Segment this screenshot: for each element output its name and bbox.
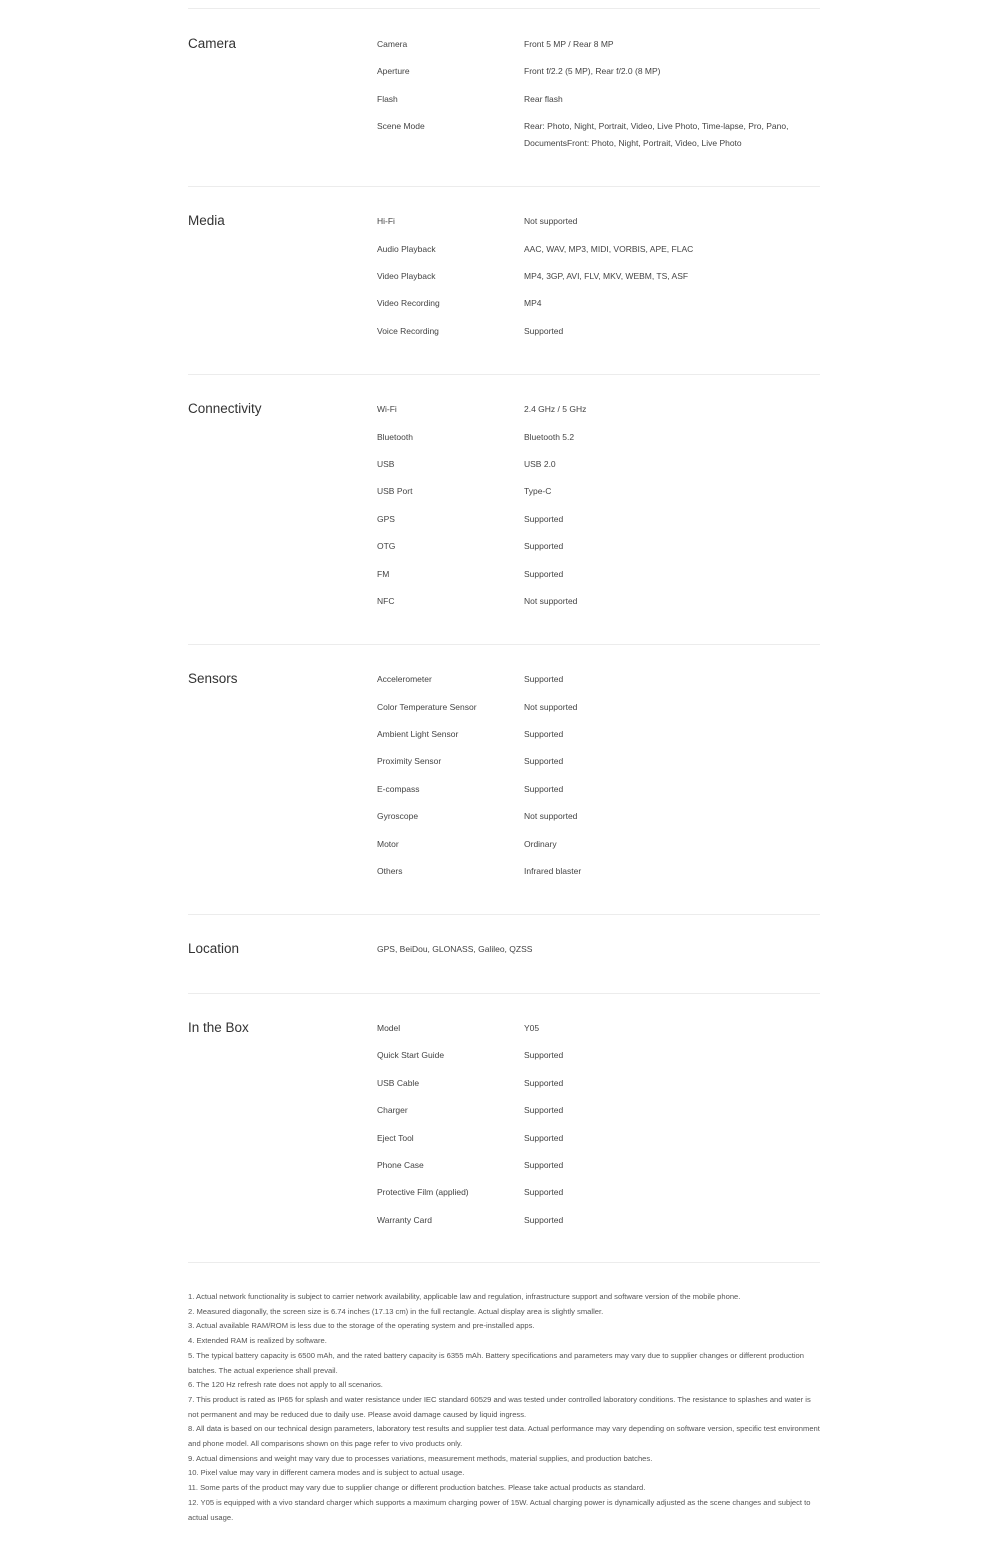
section-media: [188, 187, 820, 375]
spec-label: Eject Tool: [377, 1133, 414, 1143]
spec-value: Supported: [524, 514, 564, 524]
spec-label: Color Temperature Sensor: [377, 702, 477, 712]
spec-label: Gyroscope: [377, 811, 419, 821]
spec-value: MP4, 3GP, AVI, FLV, MKV, WEBM, TS, ASF: [524, 271, 689, 281]
section-camera: [188, 9, 820, 187]
section-in-the-box: [188, 994, 820, 1263]
spec-label: Protective Film (applied): [377, 1187, 469, 1197]
spec-label: OTG: [377, 541, 396, 551]
spec-value: Supported: [524, 1187, 564, 1197]
section-title: Camera: [188, 36, 237, 51]
spec-label: Scene Mode: [377, 121, 425, 131]
spec-value: Front f/2.2 (5 MP), Rear f/2.0 (8 MP): [524, 66, 661, 76]
section-title: In the Box: [188, 1020, 249, 1035]
spec-value: Supported: [524, 1215, 564, 1225]
spec-label: Warranty Card: [377, 1215, 432, 1225]
spec-value: Y05: [524, 1023, 540, 1033]
spec-label: USB Port: [377, 486, 413, 496]
spec-value: Bluetooth 5.2: [524, 432, 575, 442]
spec-value: Not supported: [524, 596, 578, 606]
spec-value: AAC, WAV, MP3, MIDI, VORBIS, APE, FLAC: [524, 244, 694, 254]
spec-value: Rear flash: [524, 94, 563, 104]
spec-label: USB Cable: [377, 1078, 420, 1088]
footnote: 4. Extended RAM is realized by software.: [188, 1336, 327, 1346]
spec-value: USB 2.0: [524, 459, 556, 469]
spec-label: USB: [377, 459, 395, 469]
spec-value: GPS, BeiDou, GLONASS, Galileo, QZSS: [377, 944, 533, 954]
spec-value: Supported: [524, 756, 564, 766]
spec-label: Quick Start Guide: [377, 1050, 445, 1060]
spec-label: Video Playback: [377, 271, 436, 281]
spec-value: Supported: [524, 784, 564, 794]
spec-value: Supported: [524, 326, 564, 336]
spec-label: Voice Recording: [377, 326, 439, 336]
footnote: 8. All data is based on our technical design parameters, laboratory test results and supplier test data. Actual performance may vary depending on software version, specific test environment and phone model. All comparisons shown on this page refer to vivo products only.: [188, 1424, 820, 1449]
spec-label: Charger: [377, 1105, 408, 1115]
spec-label: Motor: [377, 839, 399, 849]
spec-label: E-compass: [377, 784, 420, 794]
spec-label: Wi-Fi: [377, 404, 397, 414]
spec-label: Hi-Fi: [377, 216, 395, 226]
section-title: Sensors: [188, 671, 238, 686]
spec-value: Ordinary: [524, 839, 557, 849]
spec-value: Front 5 MP / Rear 8 MP: [524, 39, 614, 49]
spec-label: Ambient Light Sensor: [377, 729, 459, 739]
section-sensors: [188, 645, 820, 915]
footnotes: [188, 1290, 820, 1525]
spec-value: Supported: [524, 1133, 564, 1143]
footnote: 12. Y05 is equipped with a vivo standard charger which supports a maximum charging power of 15W. Actual charging power is dynamically adjusted as the scene changes and subject to actual usage.: [188, 1497, 811, 1522]
spec-value: Rear: Photo, Night, Portrait, Video, Live Photo, Time-lapse, Pro, Pano, DocumentsFront: Photo, Night, Portrait, Video, Live Photo: [524, 121, 789, 148]
footnote: 2. Measured diagonally, the screen size is 6.74 inches (17.13 cm) in the full rectangle. Actual display area is slightly smaller.: [188, 1306, 604, 1316]
section-connectivity: [188, 375, 820, 645]
spec-value: Supported: [524, 1050, 564, 1060]
footnote: 3. Actual available RAM/ROM is less due to the storage of the operating system and pre-installed apps.: [188, 1321, 535, 1331]
spec-label: Video Recording: [377, 298, 440, 308]
spec-value: Supported: [524, 674, 564, 684]
spec-value: Infrared blaster: [524, 866, 582, 876]
spec-value: Supported: [524, 1078, 564, 1088]
footnote: 1. Actual network functionality is subject to carrier network availability, applicable law and regulation, infrastructure support and software version of the mobile phone.: [188, 1292, 741, 1301]
footnote: 11. Some parts of the product may vary due to supplier change or different production batches. Please take actual products as standard.: [188, 1483, 646, 1493]
spec-label: Camera: [377, 39, 408, 49]
spec-value: Supported: [524, 1105, 564, 1115]
spec-value: Not supported: [524, 811, 578, 821]
footnote: 6. The 120 Hz refresh rate does not apply to all scenarios.: [188, 1380, 383, 1390]
spec-value: Not supported: [524, 216, 578, 226]
spec-value: Type-C: [524, 486, 552, 496]
section-title: Connectivity: [188, 401, 262, 416]
spec-label: FM: [377, 569, 390, 579]
footnote: 10. Pixel value may vary in different camera modes and is subject to actual usage.: [188, 1468, 465, 1478]
spec-value: Supported: [524, 541, 564, 551]
spec-label: GPS: [377, 514, 395, 524]
spec-label: Others: [377, 866, 403, 876]
footnote: 5. The typical battery capacity is 6500 mAh, and the rated battery capacity is 6355 mAh. Battery specifications and parameters may vary due to supplier changes or different production batches. The actual experience shall prevail.: [188, 1350, 804, 1375]
section-title: Media: [188, 213, 225, 228]
spec-label: NFC: [377, 596, 395, 606]
spec-value: MP4: [524, 298, 542, 308]
footnote: 7. This product is rated as IP65 for splash and water resistance under IEC standard 60529 and was tested under controlled laboratory conditions. The resistance to splashes and water is not permanent and may be reduced due to daily use. Please avoid damage caused by liquid ingress.: [188, 1394, 811, 1419]
spec-label: Model: [377, 1023, 401, 1033]
spec-value: 2.4 GHz / 5 GHz: [524, 404, 587, 414]
spec-value: Not supported: [524, 702, 578, 712]
section-title: Location: [188, 941, 240, 956]
spec-label: Bluetooth: [377, 432, 413, 442]
spec-label: Flash: [377, 94, 398, 104]
spec-value: Supported: [524, 1160, 564, 1170]
spec-label: Audio Playback: [377, 244, 436, 254]
section-location: [188, 915, 820, 994]
footnote: 9. Actual dimensions and weight may vary due to processes variations, measurement methods, material supplies, and production batches.: [188, 1453, 653, 1463]
spec-label: Accelerometer: [377, 674, 432, 684]
spec-value: Supported: [524, 729, 564, 739]
spec-value: Supported: [524, 569, 564, 579]
spec-label: Phone Case: [377, 1160, 424, 1170]
spec-label: Proximity Sensor: [377, 756, 442, 766]
spec-label: Aperture: [377, 66, 410, 76]
